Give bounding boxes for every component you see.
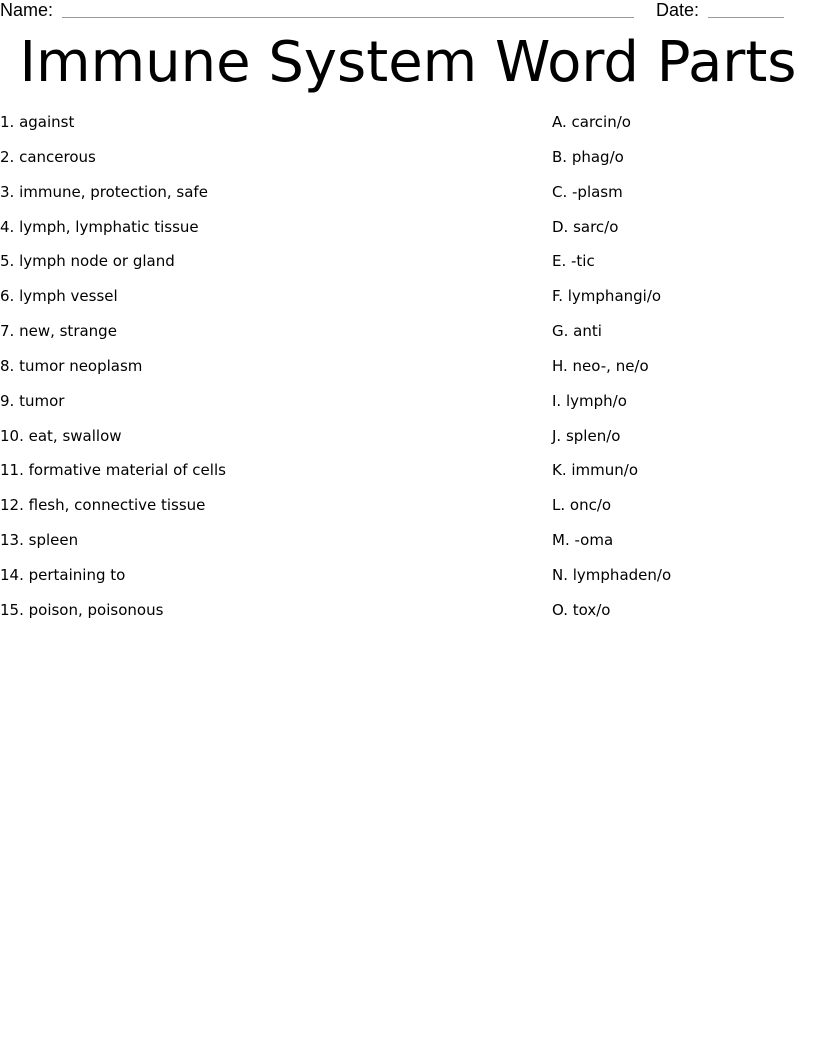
word-part-item: C. -plasm (552, 182, 623, 201)
word-part-item: B. phag/o (552, 147, 624, 166)
date-label: Date: (656, 0, 700, 20)
word-part-item: M. -oma (552, 531, 614, 550)
definition-item: 4. lymph, lymphatic tissue (0, 217, 199, 236)
definition-item: 6. lymph vessel (0, 287, 118, 306)
name-label: Name: (0, 0, 54, 20)
name-blank-line[interactable] (62, 17, 634, 18)
page-title: Immune System Word Parts (19, 30, 797, 95)
definition-item: 13. spleen (0, 531, 79, 550)
definition-item: 9. tumor (0, 391, 65, 410)
date-blank-line[interactable] (708, 17, 784, 18)
definition-item: 7. new, strange (0, 322, 117, 341)
word-part-item: O. tox/o (552, 600, 611, 619)
definition-item: 14. pertaining to (0, 565, 126, 584)
word-part-item: N. lymphaden/o (552, 565, 672, 584)
definition-item: 12. flesh, connective tissue (0, 496, 206, 515)
word-part-item: L. onc/o (552, 496, 612, 515)
definition-item: 2. cancerous (0, 147, 96, 166)
word-part-item: J. splen/o (552, 426, 621, 445)
word-part-item: D. sarc/o (552, 217, 619, 236)
word-part-item: I. lymph/o (552, 391, 627, 410)
definition-item: 1. against (0, 113, 75, 131)
word-part-item: H. neo-, ne/o (552, 356, 649, 375)
header-row (0, 0, 816, 24)
word-parts-list (552, 110, 812, 633)
definitions-list (0, 110, 520, 633)
word-part-item: A. carcin/o (552, 113, 631, 131)
word-part-item: E. -tic (552, 252, 595, 271)
definition-item: 8. tumor neoplasm (0, 356, 143, 375)
definition-item: 5. lymph node or gland (0, 252, 175, 271)
word-part-item: K. immun/o (552, 461, 639, 480)
definition-item: 11. formative material of cells (0, 461, 226, 480)
definition-item: 3. immune, protection, safe (0, 182, 208, 201)
definition-item: 15. poison, poisonous (0, 600, 164, 619)
definition-item: 10. eat, swallow (0, 426, 122, 445)
word-part-item: G. anti (552, 322, 602, 341)
word-part-item: F. lymphangi/o (552, 287, 662, 306)
